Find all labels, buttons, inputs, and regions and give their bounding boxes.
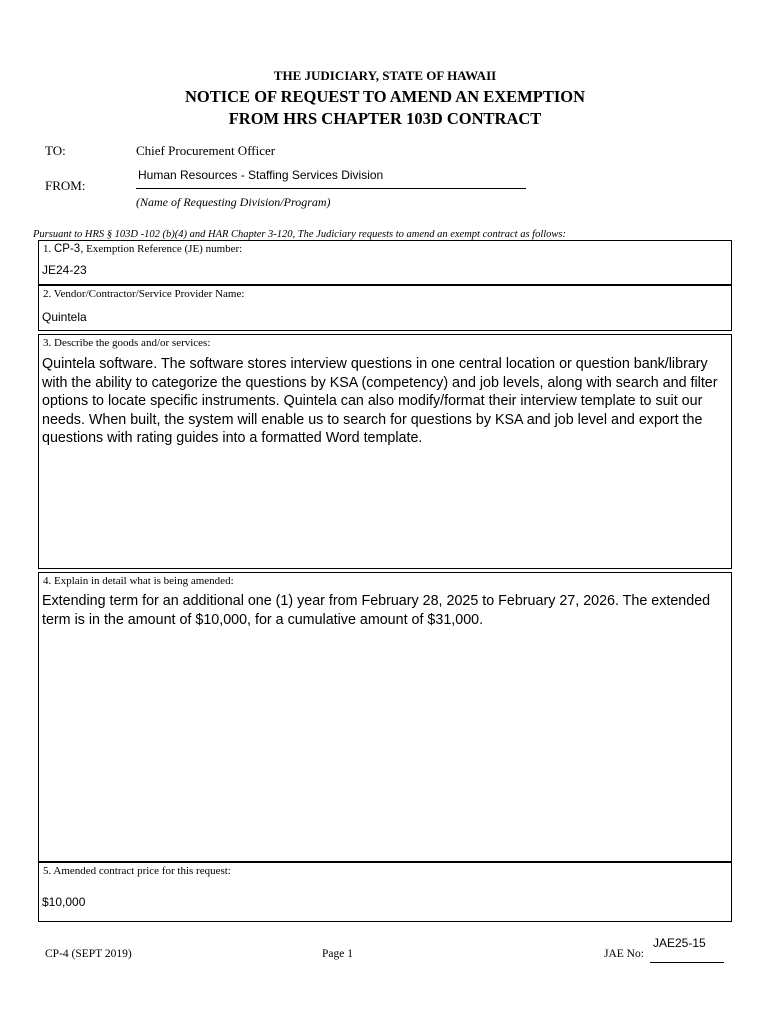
exemption-reference-label-text: Exemption Reference (JE) number: — [86, 243, 243, 255]
goods-services-field[interactable]: Quintela software. The software stores interview questions in one central location or question bank/library with the ability to categorize the questions by KSA (competency) and job levels, along with search and filter options to locate specific instruments. Quintela can also modify/format their interview template to suit our needs. When built, the system will enable us to search for questions by KSA and job level and export the questions with rating guides into a formatted Word template. — [42, 356, 718, 446]
form-identifier: CP-4 (SEPT 2019) — [45, 948, 132, 960]
amendment-detail-section — [38, 572, 732, 862]
amendment-detail-field[interactable]: Extending term for an additional one (1) year from February 28, 2025 to February 27, 2026. The extended term is in the amount of $10,000, for a cumulative amount of $31,000. — [42, 593, 711, 628]
exemption-reference-label-cp: CP-3, — [54, 243, 84, 255]
organization-heading: THE JUDICIARY, STATE OF HAWAII — [273, 68, 497, 83]
to-value: Chief Procurement Officer — [136, 143, 276, 158]
from-label: FROM: — [45, 178, 86, 193]
exemption-reference-section — [38, 240, 732, 285]
from-hint: (Name of Requesting Division/Program) — [136, 195, 331, 209]
to-label: TO: — [45, 143, 66, 158]
document-title-line-2: FROM HRS CHAPTER 103D CONTRACT — [228, 109, 542, 128]
jae-number-underline — [650, 962, 724, 963]
vendor-section — [38, 285, 732, 331]
jae-number-label: JAE No: — [604, 948, 644, 960]
page-number: Page 1 — [322, 948, 353, 960]
from-underline — [136, 188, 526, 189]
pursuant-statement: Pursuant to HRS § 103D -102 (b)(4) and HAR Chapter 3-120, The Judiciary requests to amend an exempt contract as follows: — [33, 229, 566, 240]
amended-price-label: 5. Amended contract price for this request: — [43, 865, 231, 877]
exemption-reference-label-number: 1. — [43, 243, 52, 255]
amendment-detail-label: 4. Explain in detail what is being amended: — [43, 575, 234, 587]
goods-services-label: 3. Describe the goods and/or services: — [43, 337, 211, 349]
vendor-label: 2. Vendor/Contractor/Service Provider Name: — [43, 288, 245, 300]
amended-price-section — [38, 862, 732, 922]
jae-number-field[interactable]: JAE25-15 — [653, 936, 706, 950]
goods-services-section — [38, 334, 732, 569]
exemption-reference-field[interactable]: JE24-23 — [42, 263, 87, 277]
document-title-line-1: NOTICE OF REQUEST TO AMEND AN EXEMPTION — [184, 87, 586, 106]
from-field[interactable]: Human Resources - Staffing Services Division — [138, 168, 384, 182]
exemption-reference-label — [43, 243, 242, 255]
vendor-field[interactable]: Quintela — [42, 310, 87, 324]
amended-price-field[interactable]: $10,000 — [42, 895, 86, 909]
